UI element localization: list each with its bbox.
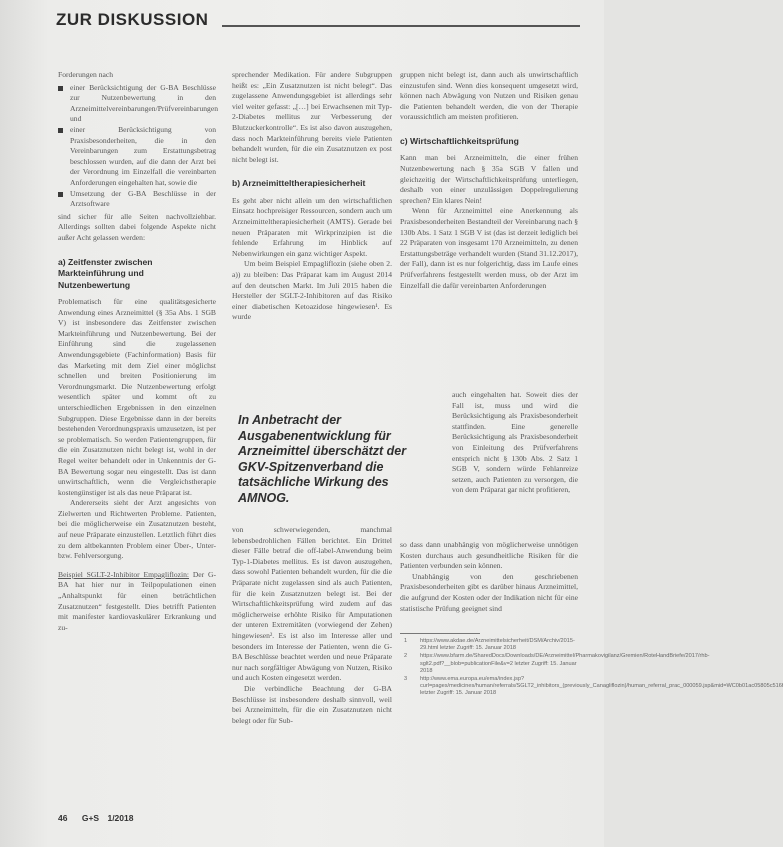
column-right-lower <box>400 540 578 614</box>
paragraph: Problematisch für eine qualitätsgesicherte Anwendung eines Arzneimittel (§ 35a Abs. 1 SGB V) ist insbesondere das Zeitfenster zwischen Markteinführung und Nutzenbewertung. Bei der Einführung sind die zugelassenen Anwendungsgebiete (Fachinformation) Basis für das Marketing mit dem Ziel einer möglichst schnellen und breiten Positionierung im Verordnungsmarkt. Die Nutzenbewertung erfolgt wesentlich später und kommt oft zu unterschiedlichen Ergebnissen in den einzelnen Subgruppen. Diese Ergebnisse dann in der bereits bestehenden Verordnungspraxis umzusetzen, ist per se problematisch. So werden Patientengruppen, für die ein Zusatznutzen nicht belegt ist, wohl in der Regel weiter behandelt oder in Unkenntnis der G-BA Bewertung sogar neu eingestellt. Das ist dann unwirtschaftlich, wenn die Vergleichstherapie kostengünstiger ist als das neue Präparat ist. <box>58 297 216 497</box>
square-bullet-icon <box>58 128 63 133</box>
list-item-text: einer Berücksichtigung von Praxisbesonderheiten, die in den Vereinbarungen zum Erstattungsbetrag beschlossen wurden, auf die dann der Arzt bei der Verordnung im Einzelfall die vereinbarten Anforderungen eingehalten hat, sowie die <box>70 124 216 187</box>
paragraph: Wenn für Arzneimittel eine Anerkennung als Praxisbesonderheiten Bestandteil der Vereinbarung nach § 130b Abs. 1 Satz 1 SGB V ist (das ist derzeit lediglich bei 22 Präparaten von insgesamt 170 Arzneimitteln, zu denen Erstattungsbeträge verhandelt wurden (Stand 31.12.2017), der Fall), dann ist es nur folgerichtig, dass im Laufe eines Prüfverfahrens festgestellt werden muss, ob der Arzt im Einzelfall die dafür vereinbarten Anforderungen <box>400 206 578 290</box>
footnote <box>400 653 710 675</box>
footnote-number: 1 <box>404 638 408 644</box>
paragraph: Um beim Beispiel Empagliflozin (siehe oben 2. a)) zu bleiben: Das Präparat kam im August 2014 auf den deutschen Markt. Im Juli 2015 haben die Hersteller der SGLT-2-Inhibitoren auf das Risiko einer diabetischen Ketoazidose hingewiesen¹. Es wurde <box>232 259 392 322</box>
paragraph: Die verbindliche Beachtung der G-BA Beschlüsse ist insbesondere deshalb sinnvoll, weil bei Arzneimitteln, für die ein Zusatznutzen nicht belegt oder für Sub- <box>232 683 392 725</box>
footnote-rule <box>400 633 480 634</box>
column-right <box>400 70 578 291</box>
footnotes <box>400 638 783 699</box>
footnote-text: http://www.ema.europa.eu/ema/index.jsp?curl=pages/medicines/human/referrals/SGLT2_inhibitors_(previously_Canagliflozin)/human_referral_prac_000059.jsp&mid=WC0b01ac05805c516f letzter Zugriff: 15. Januar 2018 <box>420 676 783 697</box>
section-heading-b: b) Arzneimitteltherapiesicherheit <box>232 178 366 189</box>
paragraph: so dass dann unabhängig von möglicherweise unnötigen Kosten durchaus auch gesundheitliche Risiken für die Patienten verbunden sein können. <box>400 540 578 571</box>
paragraph: Es geht aber nicht allein um den wirtschaftlichen Einsatz hochpreisiger Ressourcen, sondern auch um Arzneimitteltherapiesicherheit (AMTS). Gerade bei neuen Präparaten mit Wirkprinzipien ist die fehlende Erfahrung im Hinblick auf Nebenwirkungen ein ganz wichtiger Aspekt. <box>232 195 392 258</box>
paragraph: gruppen nicht belegt ist, dann auch als unwirtschaftlich einzustufen sind. Wenn dies konsequent umgesetzt wird, können nach Abwägung von Nutzen und Risiken genau die Patienten behandelt werden, die von der Therapie voraussichtlich am meisten profitieren. <box>400 70 578 122</box>
paragraph: sprechender Medikation. Für andere Subgruppen heißt es: „Ein Zusatznutzen ist nicht belegt“. Das zugelassene Anwendungsgebiet ist allerdings sehr viel weiter gefasst: „[…] bei Erwachsenen mit Typ-2-Diabetes mellitus zur Verbesserung der Blutzuckerkontrolle“. Es ist also davon auszugehen, dass noch Markteinführung bereits viele Patienten behandelt wurden, für die ein Zusatznutzen ex post nicht belegt ist. <box>232 70 392 164</box>
paragraph: sind sicher für alle Seiten nachvollziehbar. Allerdings sollten dabei folgende Aspekte nicht außer Acht gelassen werden: <box>58 211 216 242</box>
list-item <box>58 82 219 125</box>
footnote <box>400 676 783 698</box>
list-item <box>58 189 216 210</box>
paragraph: Andererseits sieht der Arzt angesichts von Zielwerten und Richtwerten Probleme. Patienten, bei die möglicherweise ein Zusatznutzen besteht, auf neue Präparate einzustellen. Letztlich führt dies zu dem altbekannten Problem einer Über-, Unter- bzw. Fehlversorgung. <box>58 498 216 561</box>
column-middle <box>232 70 392 323</box>
paragraph <box>58 570 216 634</box>
square-bullet-icon <box>58 86 63 91</box>
intro-text: Forderungen nach <box>58 70 114 79</box>
footnote <box>400 638 578 652</box>
footnote-number: 2 <box>404 653 408 660</box>
paragraph: von schwerwiegenden, manchmal lebensbedrohlichen Fällen berichtet. Ein Drittel dieser Fälle betraf die off-label-Anwendung beim Typ-1-Diabetes mellitus. Es ist davon auszugehen, dass sowohl Patienten behandelt wurden, für die die Präparate nicht zugelassen sind als auch Patienten, für die kein Zusatznutzen belegt ist. Bei der Wirtschaftlichkeitsprüfung wird zudem auf das möglicherweise erhöhte Risiko für Amputationen der unteren Extremitäten (vorwiegend der Zehen) hingewiesen². Es ist also im Interesse aller und besonders im Interesse der Patienten, wenn die G-BA Beschlüsse beachtet werden und neue Präparate nur nach sorgfältiger Abwägung von Nutzen, Risiko und auch Kosten eingesetzt werden. <box>232 525 392 683</box>
list-item-text: einer Berücksichtigung der G-BA Beschlüsse zur Nutzenbewertung in den Arzneimittelvereinbarungen/Prüfvereinbarungen und <box>70 82 219 124</box>
page-footer <box>58 813 133 823</box>
footnote-text: https://www.akdae.de/Arzneimittelsicherheit/DSM/Archiv/2015-29.html letzter Zugriff: 15. Januar 2018 <box>420 638 575 652</box>
page-title: ZUR DISKUSSION <box>56 10 209 29</box>
page-number: 46 <box>58 813 68 823</box>
column-right-narrow: auch eingehalten hat. Soweit dies der Fall ist, muss und wird die Berücksichtigung als Praxisbesonderheit stattfinden. Eine generelle Berücksichtigung als Praxisbesonderheit von Einleitung des Prüfverfahrens entsprich nicht § 130b Abs. 2 Satz 1 SGB V, sondern würde Fehlanreize setzen, auch Patienten zu versorgen, die von dem Präparat gar nicht profitieren, <box>452 390 578 495</box>
paragraph: Kann man bei Arzneimitteln, die einer frühen Nutzenbewertung nach § 35a SGB V fallen und gleichzeitig der Wirtschaftlichkeitsprüfung unterliegen, deshalb von einer unzulässigen Doppelregulierung sprechen? Ein klares Nein! <box>400 153 578 205</box>
section-heading-a: a) Zeitfenster zwischen Markteinführung und Nutzenbewertung <box>58 256 153 290</box>
footnote-text: https://www.bfarm.de/SharedDocs/Downloads/DE/Arzneimittel/Pharmakovigilanz/Gremien/RoteHandBriefe/2017/rhb-sglt2.pdf?__blob=publicationFile&v=2 letzter Zugriff: 15. Januar 2018 <box>420 653 710 674</box>
paragraph: Unabhängig von den geschriebenen Praxisbesonderheiten gibt es darüber hinaus Arzneimittel, die aufgrund der Kosten oder der Indikation nicht für eine statistische Prüfung geeignet sind <box>400 571 578 613</box>
column-left <box>58 70 219 633</box>
column-middle-lower <box>232 525 392 726</box>
square-bullet-icon <box>58 192 63 197</box>
example-label: Beispiel SGLT-2-Inhibitor Empagliflozin: <box>58 569 190 579</box>
issue-label: 1/2018 <box>107 813 134 823</box>
example-text: Der G-BA hat hier nur in Teilpopulationen einen „Anhaltspunkt für einen beträchtlichen Zusatznutzen“ festgestellt. Dies betrifft Patienten mit manifester kardiovaskulärer Erkrankung und zu- <box>58 569 216 632</box>
list-item <box>58 125 216 189</box>
list-item-text: Umsetzung der G-BA Beschlüsse in der Arztsoftware <box>70 188 216 209</box>
header-rule <box>222 25 580 27</box>
pull-quote: In Anbetracht der Ausgabenentwicklung für Arzneimittel überschätzt der GKV-Spitzenverband die tatsächliche Wirkung des AMNOG. <box>238 413 407 505</box>
section-heading-c: c) Wirtschaftlichkeitsprüfung <box>400 135 519 146</box>
journal-brand: G+S <box>81 813 100 823</box>
bullet-list <box>58 82 219 210</box>
footnote-number: 3 <box>404 676 408 683</box>
